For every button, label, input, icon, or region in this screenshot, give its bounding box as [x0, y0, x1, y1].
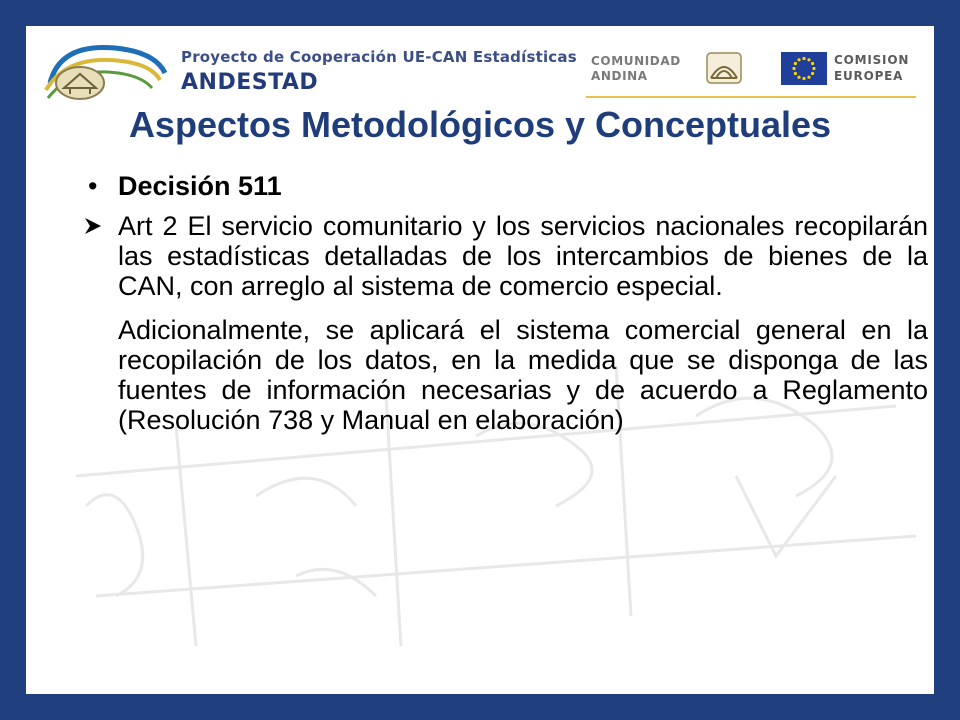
slide-content	[88, 171, 928, 435]
additional-text: Adicionalmente, se aplicará el sistema comercial general en la recopilación de los datos, en la medida que se disponga de las fuentes de información necesarias y de acuerdo a Reglamento (Resolución 738 y Manual en elaboración)	[118, 315, 928, 435]
andestad-logo-icon	[40, 38, 170, 108]
partner-logos	[586, 42, 916, 98]
ec-line-1: COMISION	[834, 53, 910, 67]
bullet-item	[88, 171, 928, 201]
ec-line-2: EUROPEA	[834, 69, 904, 83]
slide-title: Aspectos Metodológicos y Conceptuales	[128, 104, 832, 145]
comunidad-andina-emblem-icon	[706, 52, 742, 84]
comision-europea-wordmark	[834, 52, 909, 84]
can-line-1: COMUNIDAD	[591, 54, 681, 68]
comunidad-andina-wordmark	[591, 54, 681, 84]
header	[26, 26, 934, 106]
slide	[26, 26, 934, 694]
decision-heading: Decisión 511	[118, 171, 282, 201]
arrow-bullet-icon	[82, 215, 104, 237]
bullet-dot-icon: •	[88, 171, 98, 201]
article-2-text: Art 2 El servicio comunitario y los servicios nacionales recopilarán las estadísticas detalladas de los intercambios de bienes de la CAN, con arreglo al sistema de comercio especial.	[118, 211, 928, 301]
project-title: Proyecto de Cooperación UE-CAN Estadísticas	[181, 48, 577, 66]
can-line-2: ANDINA	[591, 69, 648, 83]
project-name: ANDESTAD	[181, 70, 319, 95]
sub-bullet-item	[88, 211, 928, 435]
eu-flag-icon	[781, 52, 827, 85]
